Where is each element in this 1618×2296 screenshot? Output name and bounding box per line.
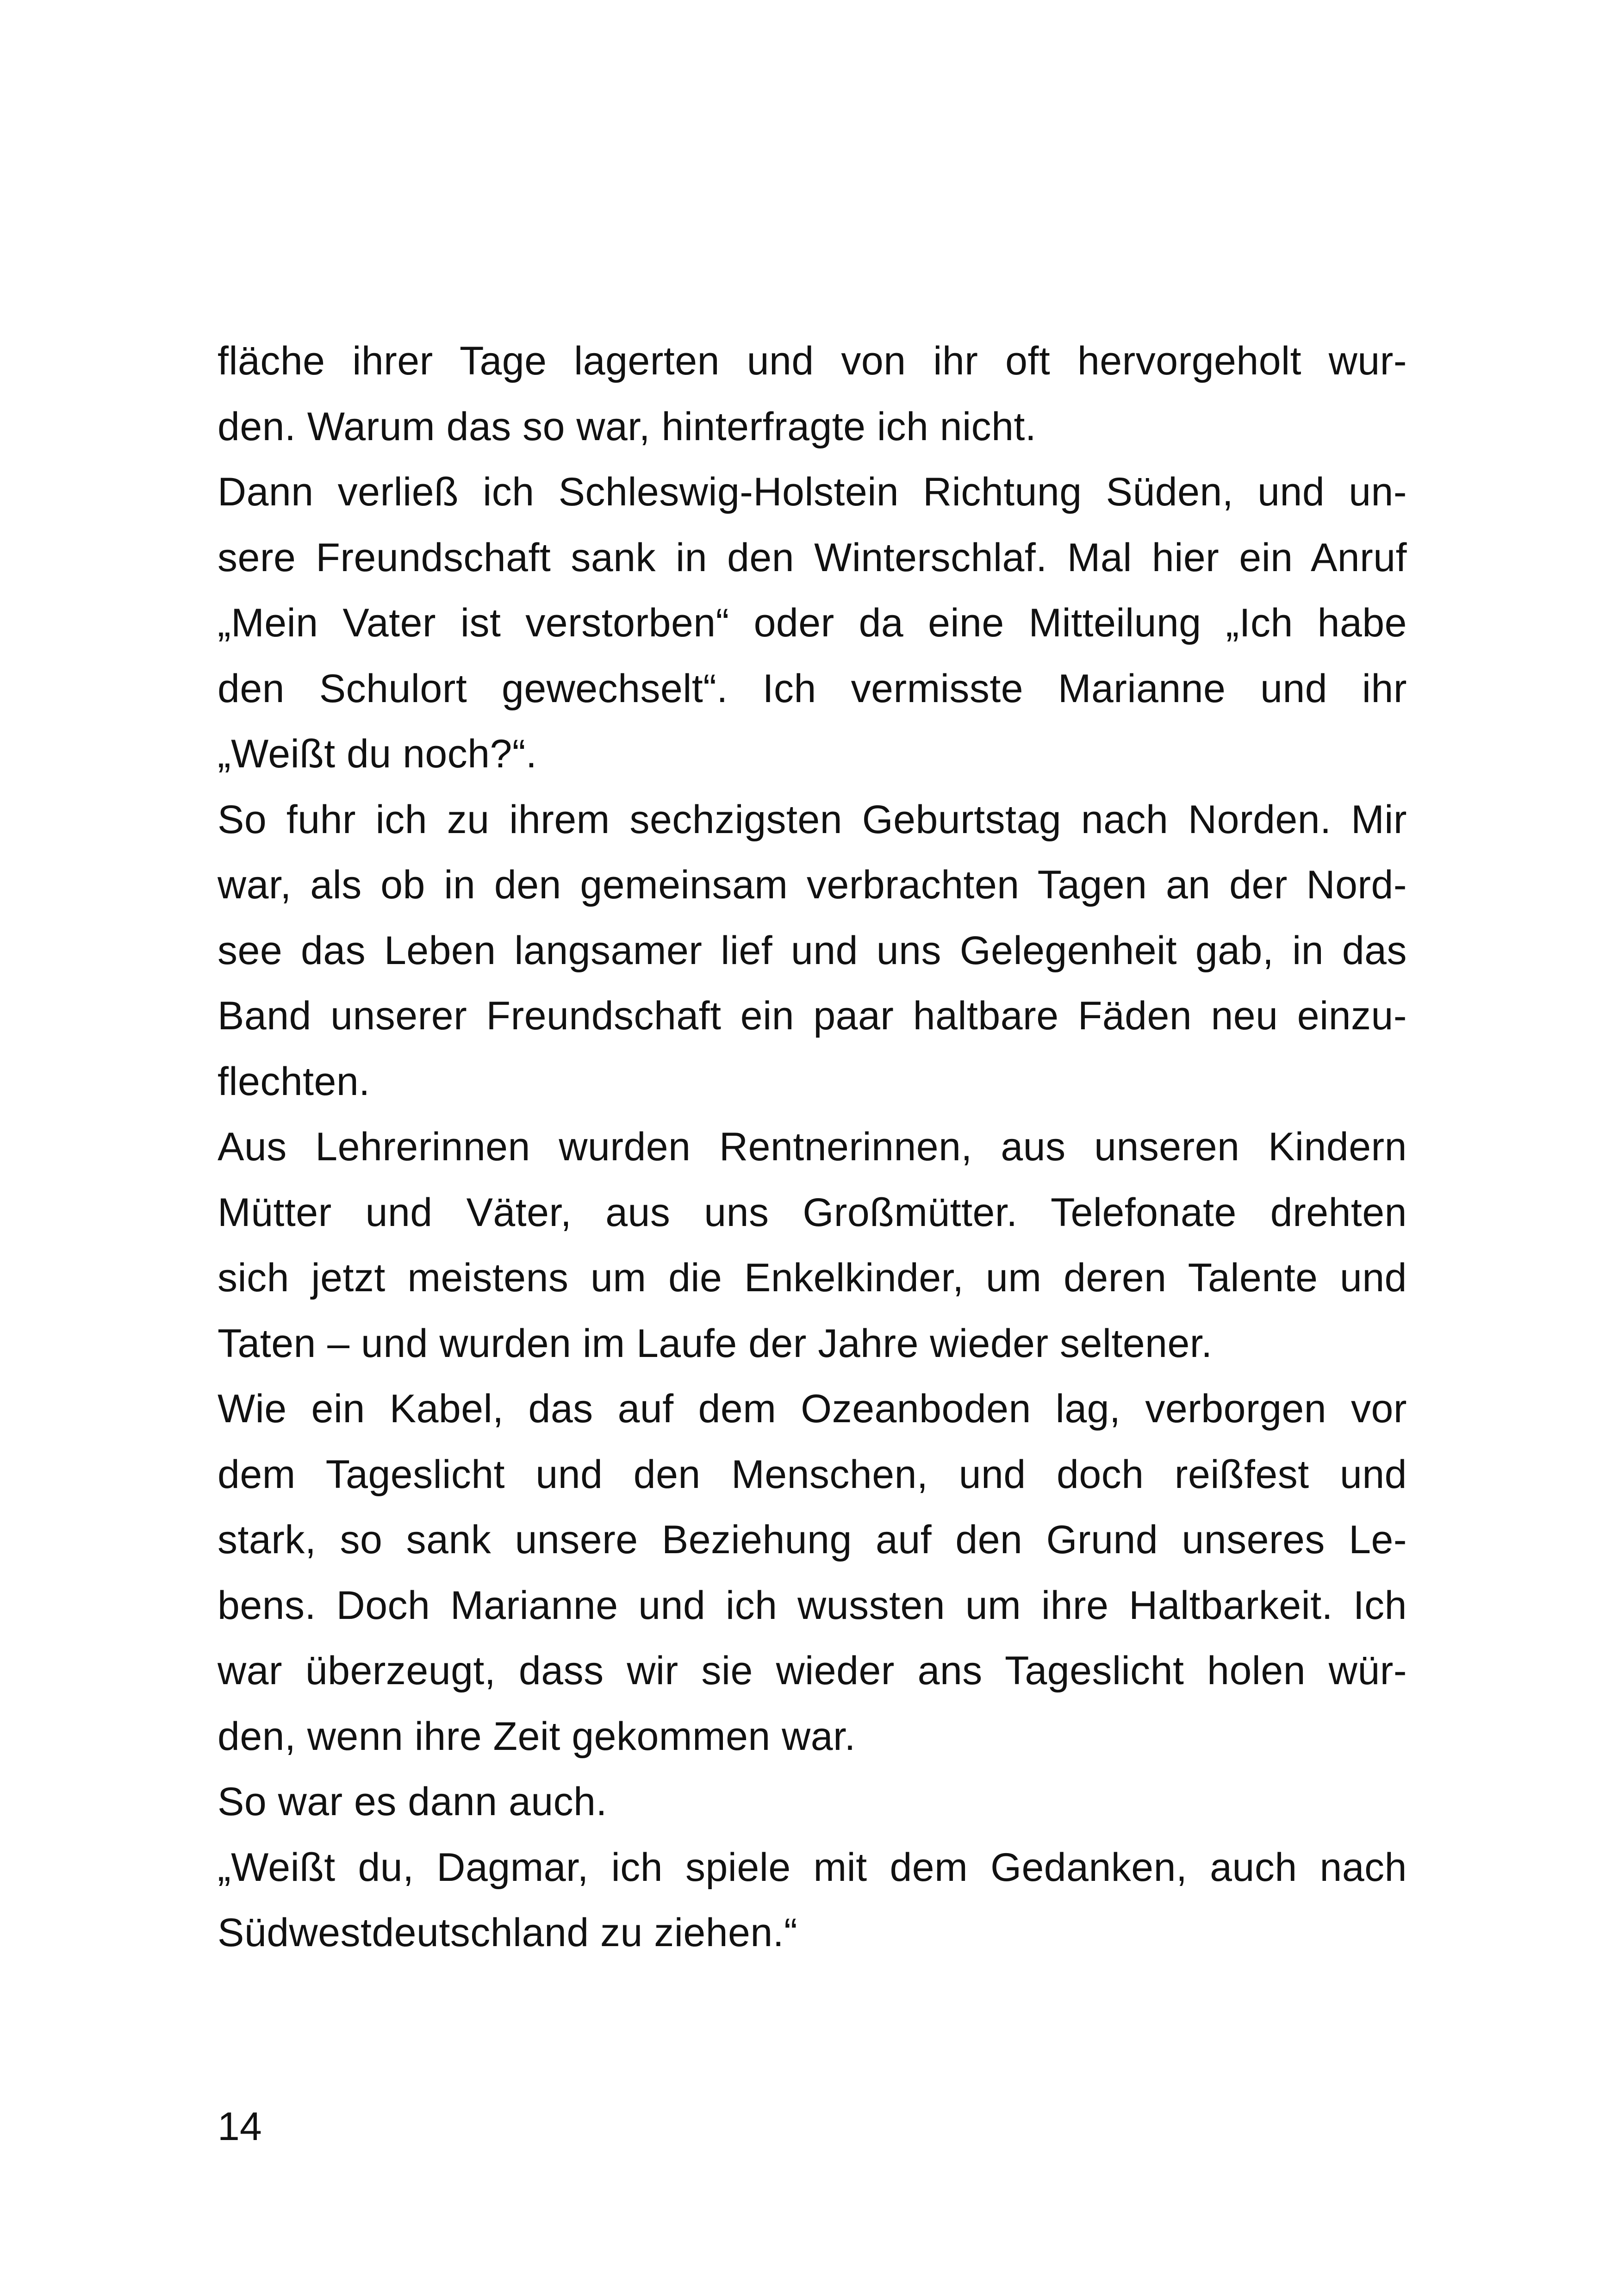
text-line: Aus Lehrerinnen wurden Rentnerinnen, aus unseren Kindern (218, 1125, 1407, 1169)
text-line: Dann verließ ich Schleswig-Holstein Richtung Süden, und un- (218, 470, 1407, 514)
text-line: Band unserer Freundschaft ein paar haltbare Fäden neu einzu- (218, 994, 1407, 1038)
text-line: war, als ob in den gemeinsam verbrachten Tagen an der Nord- (218, 863, 1407, 907)
page-number: 14 (218, 2104, 262, 2149)
text-line: bens. Doch Marianne und ich wussten um ihre Haltbarkeit. Ich (218, 1583, 1407, 1628)
text-line: „Weißt du noch?“. (218, 732, 537, 776)
text-line: So war es dann auch. (218, 1780, 607, 1824)
text-line: Taten – und wurden im Laufe der Jahre wieder seltener. (218, 1321, 1213, 1366)
text-line: So fuhr ich zu ihrem sechzigsten Geburtstag nach Norden. Mir (218, 797, 1407, 842)
text-line: den, wenn ihre Zeit gekommen war. (218, 1714, 856, 1759)
text-line: sich jetzt meistens um die Enkelkinder, um deren Talente und (218, 1256, 1407, 1300)
text-line: „Mein Vater ist verstorben“ oder da eine Mitteilung „Ich habe (218, 601, 1407, 645)
text-line: sere Freundschaft sank in den Winterschlaf. Mal hier ein Anruf (218, 535, 1407, 580)
text-line: Wie ein Kabel, das auf dem Ozeanboden lag, verborgen vor (218, 1387, 1407, 1431)
text-line: stark, so sank unsere Beziehung auf den Grund unseres Le- (218, 1518, 1407, 1562)
text-line: dem Tageslicht und den Menschen, und doch reißfest und (218, 1452, 1407, 1497)
text-line: Mütter und Väter, aus uns Großmütter. Telefonate drehten (218, 1190, 1407, 1235)
text-line: den. Warum das so war, hinterfragte ich nicht. (218, 404, 1037, 449)
text-line: „Weißt du, Dagmar, ich spiele mit dem Gedanken, auch nach (218, 1845, 1407, 1890)
text-line: war überzeugt, dass wir sie wieder ans Tageslicht holen wür- (218, 1649, 1407, 1693)
text-line: fläche ihrer Tage lagerten und von ihr oft hervorgeholt wur- (218, 339, 1407, 383)
text-line: flechten. (218, 1059, 370, 1104)
text-line: den Schulort gewechselt“. Ich vermisste Marianne und ihr (218, 666, 1407, 711)
text-line: Südwestdeutschland zu ziehen.“ (218, 1910, 798, 1955)
text-line: see das Leben langsamer lief und uns Gelegenheit gab, in das (218, 928, 1407, 973)
body-text (218, 329, 1407, 1966)
